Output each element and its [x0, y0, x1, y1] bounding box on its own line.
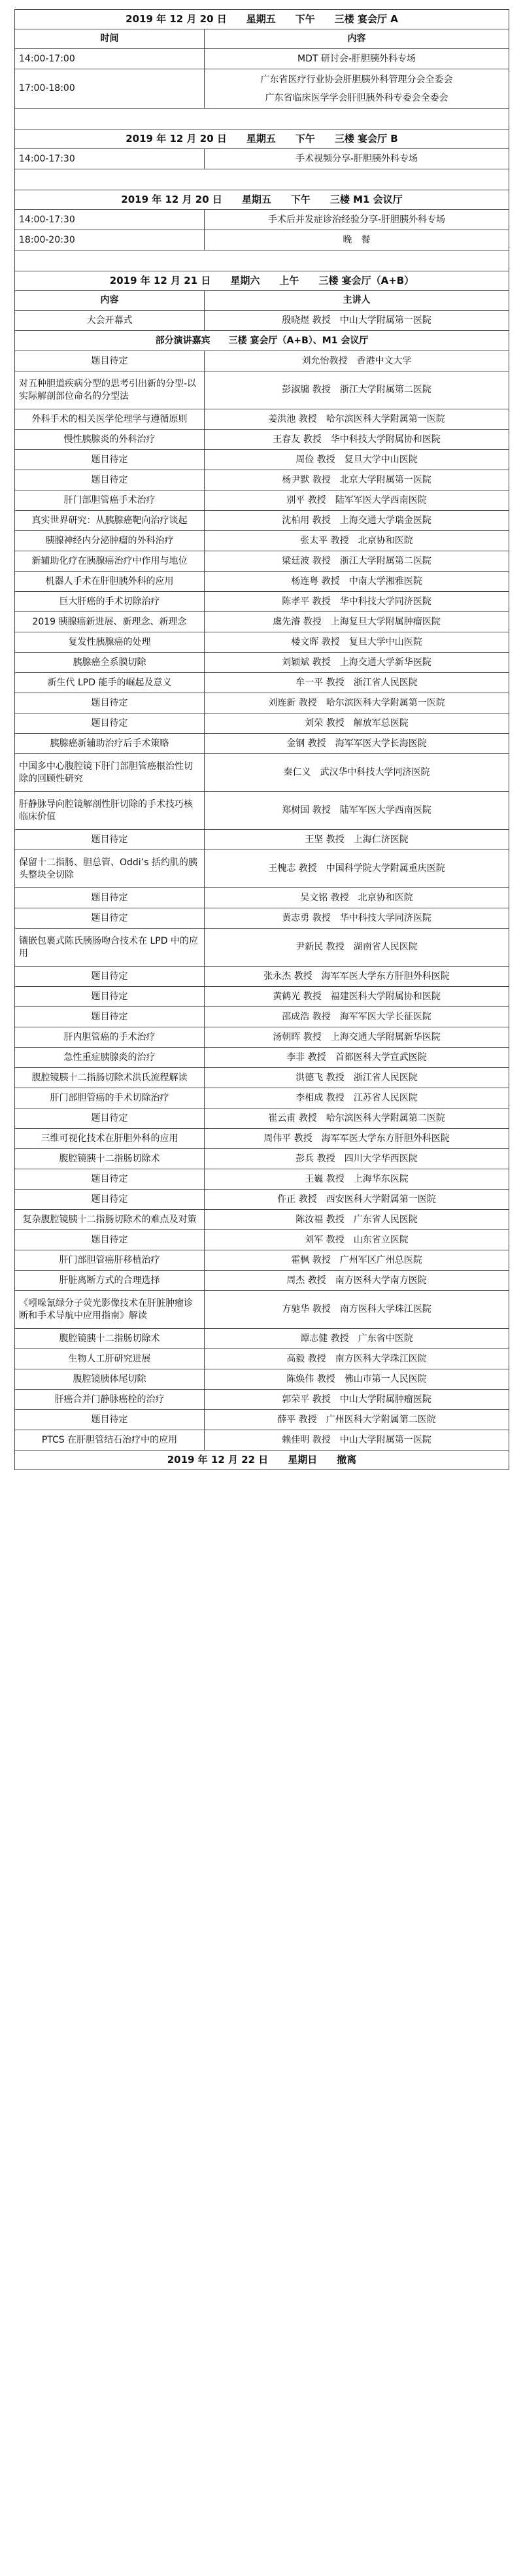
- talk-speaker: 楼文晖 教授 复旦大学中山医院: [205, 632, 509, 653]
- talk-speaker: 王巍 教授 上海华东医院: [205, 1169, 509, 1190]
- talk-topic: 胰腺神经内分泌肿瘤的外科治疗: [15, 531, 205, 551]
- talk-topic: 生物人工肝研究进展: [15, 1349, 205, 1369]
- talk-row: [15, 470, 509, 490]
- schedule-row: [15, 69, 509, 109]
- section-title: 2019 年 12 月 20 日 星期五 下午 三楼 宴会厅 A: [15, 10, 509, 29]
- talk-topic: 对五种胆道疾病分型的思考引出新的分型-以实际解剖部位命名的分型法: [15, 371, 205, 409]
- talk-row: [15, 1190, 509, 1210]
- blank-cell: [15, 250, 509, 271]
- talk-topic: 肝门部胆管癌的手术切除治疗: [15, 1088, 205, 1108]
- talk-speaker: 刘荣 教授 解放军总医院: [205, 713, 509, 734]
- talk-topic: 题目待定: [15, 1410, 205, 1430]
- talk-speaker: 谭志健 教授 广东省中医院: [205, 1329, 509, 1349]
- talk-speaker: 王春友 教授 华中科技大学附属协和医院: [205, 430, 509, 450]
- talk-row: [15, 1390, 509, 1410]
- section-title-saturday: [15, 271, 509, 291]
- talk-row: [15, 1369, 509, 1390]
- talk-speaker: 邵成浩 教授 海军军医大学长征医院: [205, 1007, 509, 1027]
- talk-row: [15, 1329, 509, 1349]
- talk-speaker: 刘允怡教授 香港中文大学: [205, 351, 509, 371]
- schedule-row: [15, 230, 509, 250]
- talk-row: [15, 1410, 509, 1430]
- talk-row: [15, 673, 509, 693]
- schedule-table: [14, 9, 509, 1470]
- talk-speaker: 洪德飞 教授 浙江省人民医院: [205, 1068, 509, 1088]
- talk-topic: 复杂腹腔镜胰十二指肠切除术的难点及对策: [15, 1210, 205, 1230]
- spacer-row: [15, 169, 509, 190]
- talk-row: [15, 430, 509, 450]
- talk-row: [15, 1349, 509, 1369]
- content-cell: 晚 餐: [205, 230, 509, 250]
- section-title-hall-a: [15, 10, 509, 29]
- talk-topic: 机器人手术在肝胆胰外科的应用: [15, 572, 205, 592]
- talk-speaker: 殷晓煜 教授 中山大学附属第一医院: [205, 311, 509, 331]
- header-content: 内容: [15, 291, 205, 311]
- talk-topic: 题目待定: [15, 1190, 205, 1210]
- content-cell: [205, 49, 509, 69]
- header-time: 时间: [15, 29, 205, 49]
- talk-topic: 胰腺癌全系膜切除: [15, 653, 205, 673]
- talk-speaker: 杨连粤 教授 中南大学湘雅医院: [205, 572, 509, 592]
- time-cell: 17:00-18:00: [15, 69, 205, 109]
- section-title: 2019 年 12 月 20 日 星期五 下午 三楼 M1 会议厅: [15, 190, 509, 210]
- talk-row: [15, 531, 509, 551]
- talk-topic: 肝静脉导向腔镜解剖性肝切除的手术技巧核临床价值: [15, 792, 205, 830]
- spacer-row: [15, 250, 509, 271]
- talk-speaker: 杨尹默 教授 北京大学附属第一医院: [205, 470, 509, 490]
- talk-row: [15, 792, 509, 830]
- talk-topic: 题目待定: [15, 1169, 205, 1190]
- talk-topic: 肝癌合并门静脉癌栓的治疗: [15, 1390, 205, 1410]
- talk-topic: 题目待定: [15, 967, 205, 987]
- talk-topic: 三维可视化技术在肝胆外科的应用: [15, 1129, 205, 1149]
- talk-row: [15, 830, 509, 850]
- talk-topic: 腹腔镜胰十二指肠切除术: [15, 1149, 205, 1169]
- talk-topic: PTCS 在肝胆管结石治疗中的应用: [15, 1430, 205, 1451]
- talk-row: [15, 1007, 509, 1027]
- talk-topic: 2019 胰腺癌新进展、新理念、新理念: [15, 612, 205, 632]
- talk-row: [15, 693, 509, 713]
- talk-topic: 题目待定: [15, 450, 205, 470]
- talk-topic: 外科手术的相关医学伦理学与遵循原则: [15, 409, 205, 430]
- schedule-page: [14, 9, 509, 1470]
- time-cell: 14:00-17:30: [15, 210, 205, 230]
- subheader-cell: 部分演讲嘉宾 三楼 宴会厅（A+B）、M1 会议厅: [15, 331, 509, 351]
- talk-speaker: 梁廷波 教授 浙江大学附属第二医院: [205, 551, 509, 572]
- content-cell: 手术后并发症诊治经验分享-肝胆胰外科专场: [205, 210, 509, 230]
- content-line: 广东省医疗行业协会肝胆胰外科管理分会全委会: [260, 74, 453, 85]
- talk-speaker: 刘连新 教授 哈尔滨医科大学附属第一医院: [205, 693, 509, 713]
- talk-topic: 新辅助化疗在胰腺癌治疗中作用与地位: [15, 551, 205, 572]
- talk-topic: 题目待定: [15, 888, 205, 908]
- talk-speaker: 赖佳明 教授 中山大学附属第一医院: [205, 1430, 509, 1451]
- talk-speaker: 牟一平 教授 浙江省人民医院: [205, 673, 509, 693]
- talk-topic: 题目待定: [15, 470, 205, 490]
- blank-cell: [15, 109, 509, 129]
- talk-row: [15, 1230, 509, 1250]
- talk-topic: 《吲哚氰绿分子荧光影像技术在肝脏肿瘤诊断和手术导航中应用指南》解读: [15, 1291, 205, 1329]
- talk-topic: 保留十二指肠、胆总管、Oddi’s 括约肌的胰头整块全切除: [15, 850, 205, 888]
- talk-topic: 题目待定: [15, 830, 205, 850]
- talk-row: [15, 592, 509, 612]
- section-title: 2019 年 12 月 20 日 星期五 下午 三楼 宴会厅 B: [15, 129, 509, 149]
- talk-topic: 题目待定: [15, 713, 205, 734]
- content-cell: 手术视频分享-肝胆胰外科专场: [205, 149, 509, 169]
- talk-row: [15, 1068, 509, 1088]
- header-content: 内容: [205, 29, 509, 49]
- blank-cell: [15, 169, 509, 190]
- talk-row: [15, 1430, 509, 1451]
- talk-topic: 急性重症胰腺炎的治疗: [15, 1048, 205, 1068]
- header-row: [15, 29, 509, 49]
- talk-topic: 题目待定: [15, 1007, 205, 1027]
- talk-row: [15, 490, 509, 511]
- talk-topic: 腹腔镜胰十二指肠切除术洪氏流程解读: [15, 1068, 205, 1088]
- talk-row: [15, 371, 509, 409]
- talk-speaker: 尹新民 教授 湖南省人民医院: [205, 929, 509, 967]
- talk-topic: 题目待定: [15, 987, 205, 1007]
- talk-topic: 题目待定: [15, 1108, 205, 1129]
- content-line: 广东省临床医学学会肝胆胰外科专委会全委会: [265, 92, 448, 103]
- talk-speaker: 高毅 教授 南方医科大学珠江医院: [205, 1349, 509, 1369]
- talk-speaker: 金钢 教授 海军军医大学长海医院: [205, 734, 509, 754]
- talk-row: [15, 1129, 509, 1149]
- talk-row: [15, 409, 509, 430]
- talk-speaker: 薛平 教授 广州医科大学附属第二医院: [205, 1410, 509, 1430]
- talk-speaker: 别平 教授 陆军军医大学西南医院: [205, 490, 509, 511]
- talk-topic: 慢性胰腺炎的外科治疗: [15, 430, 205, 450]
- time-cell: 14:00-17:00: [15, 49, 205, 69]
- talk-speaker: 王坚 教授 上海仁济医院: [205, 830, 509, 850]
- talk-topic: 腹腔镜胰体尾切除: [15, 1369, 205, 1390]
- talk-speaker: 姜洪池 教授 哈尔滨医科大学附属第一医院: [205, 409, 509, 430]
- talk-speaker: 陈焕伟 教授 佛山市第一人民医院: [205, 1369, 509, 1390]
- talk-row: [15, 1027, 509, 1048]
- talk-row: [15, 351, 509, 371]
- talk-topic: 复发性胰腺癌的处理: [15, 632, 205, 653]
- talk-topic: 中国多中心腹腔镜下肝门部胆管癌根治性切除的回顾性研究: [15, 754, 205, 792]
- content-line: MDT 研讨会-肝胆胰外科专场: [297, 54, 416, 64]
- talk-row: [15, 632, 509, 653]
- talk-speaker: 虞先濬 教授 上海复旦大学附属肿瘤医院: [205, 612, 509, 632]
- talk-topic: 真实世界研究：从胰腺癌靶向治疗谈起: [15, 511, 205, 531]
- talk-topic: 题目待定: [15, 693, 205, 713]
- talk-speaker: 彭淑牖 教授 浙江大学附属第二医院: [205, 371, 509, 409]
- talk-row: [15, 888, 509, 908]
- talk-row: [15, 612, 509, 632]
- talk-speaker: 秦仁义 武汉华中科技大学同济医院: [205, 754, 509, 792]
- talk-topic: 大会开幕式: [15, 311, 205, 331]
- talk-speaker: 陈汝福 教授 广东省人民医院: [205, 1210, 509, 1230]
- talk-speaker: 汤朝晖 教授 上海交通大学附属新华医院: [205, 1027, 509, 1048]
- talk-row: [15, 1108, 509, 1129]
- talk-speaker: 王槐志 教授 中国科学院大学附属重庆医院: [205, 850, 509, 888]
- talk-row: [15, 734, 509, 754]
- talk-topic: 镶嵌包裹式陈氏胰肠吻合技术在 LPD 中的应用: [15, 929, 205, 967]
- talk-speaker: 沈柏用 教授 上海交通大学瑞金医院: [205, 511, 509, 531]
- talk-speaker: 崔云甫 教授 哈尔滨医科大学附属第二医院: [205, 1108, 509, 1129]
- talk-speaker: 周俭 教授 复旦大学中山医院: [205, 450, 509, 470]
- talk-speaker: 吴文铭 教授 北京协和医院: [205, 888, 509, 908]
- header-row: [15, 291, 509, 311]
- talk-topic: 新生代 LPD 能手的崛起及意义: [15, 673, 205, 693]
- talk-topic: 题目待定: [15, 1230, 205, 1250]
- talk-row: [15, 929, 509, 967]
- talk-speaker: 郑树国 教授 陆军军医大学西南医院: [205, 792, 509, 830]
- talk-speaker: 霍枫 教授 广州军区广州总医院: [205, 1250, 509, 1271]
- talk-row: [15, 1149, 509, 1169]
- section-title-hall-b: [15, 129, 509, 149]
- talk-row: [15, 450, 509, 470]
- talk-row: [15, 653, 509, 673]
- section-title-m1: [15, 190, 509, 210]
- talk-speaker: 彭兵 教授 四川大学华西医院: [205, 1149, 509, 1169]
- talk-topic: 胰腺癌新辅助治疗后手术策略: [15, 734, 205, 754]
- talk-speaker: 黄鹤光 教授 福建医科大学附属协和医院: [205, 987, 509, 1007]
- talk-speaker: 李相成 教授 江苏省人民医院: [205, 1088, 509, 1108]
- section-title: 2019 年 12 月 21 日 星期六 上午 三楼 宴会厅（A+B）: [15, 271, 509, 291]
- spacer-row: [15, 109, 509, 129]
- talk-row: [15, 1271, 509, 1291]
- talk-row: [15, 311, 509, 331]
- talk-topic: 题目待定: [15, 351, 205, 371]
- talk-row: [15, 967, 509, 987]
- talk-row: [15, 908, 509, 929]
- talk-speaker: 周杰 教授 南方医科大学南方医院: [205, 1271, 509, 1291]
- talk-row: [15, 551, 509, 572]
- talk-row: [15, 1048, 509, 1068]
- talk-speaker: 黄志勇 教授 华中科技大学同济医院: [205, 908, 509, 929]
- talk-topic: 巨大肝癌的手术切除治疗: [15, 592, 205, 612]
- section-title: 2019 年 12 月 22 日 星期日 撤离: [15, 1451, 509, 1470]
- talk-topic: 肝脏离断方式的合理选择: [15, 1271, 205, 1291]
- talk-topic: 腹腔镜胰十二指肠切除术: [15, 1329, 205, 1349]
- talk-speaker: 张太平 教授 北京协和医院: [205, 531, 509, 551]
- talk-row: [15, 850, 509, 888]
- header-speaker: 主讲人: [205, 291, 509, 311]
- talk-row: [15, 987, 509, 1007]
- content-cell: [205, 69, 509, 109]
- section-title-sunday: [15, 1451, 509, 1470]
- talk-row: [15, 1169, 509, 1190]
- talk-speaker: 方驰华 教授 南方医科大学珠江医院: [205, 1291, 509, 1329]
- talk-topic: 肝门部胆管癌肝移植治疗: [15, 1250, 205, 1271]
- time-cell: 14:00-17:30: [15, 149, 205, 169]
- talk-topic: 肝门部胆管癌手术治疗: [15, 490, 205, 511]
- time-cell: 18:00-20:30: [15, 230, 205, 250]
- talk-speaker: 张永杰 教授 海军军医大学东方肝胆外科医院: [205, 967, 509, 987]
- schedule-row: [15, 149, 509, 169]
- talk-row: [15, 754, 509, 792]
- talk-speaker: 李非 教授 首都医科大学宣武医院: [205, 1048, 509, 1068]
- speakers-subheader: [15, 331, 509, 351]
- talk-speaker: 陈孝平 教授 华中科技大学同济医院: [205, 592, 509, 612]
- talk-row: [15, 1250, 509, 1271]
- schedule-row: [15, 49, 509, 69]
- talk-topic: 题目待定: [15, 908, 205, 929]
- talk-topic: 肝内胆管癌的手术治疗: [15, 1027, 205, 1048]
- talk-speaker: 刘颖斌 教授 上海交通大学新华医院: [205, 653, 509, 673]
- talk-speaker: 刘军 教授 山东省立医院: [205, 1230, 509, 1250]
- talk-speaker: 周伟平 教授 海军军医大学东方肝胆外科医院: [205, 1129, 509, 1149]
- talk-row: [15, 1291, 509, 1329]
- schedule-row: [15, 210, 509, 230]
- talk-row: [15, 511, 509, 531]
- talk-speaker: 仵正 教授 西安医科大学附属第一医院: [205, 1190, 509, 1210]
- talk-row: [15, 572, 509, 592]
- talk-row: [15, 1210, 509, 1230]
- talk-row: [15, 713, 509, 734]
- talk-speaker: 郭荣平 教授 中山大学附属肿瘤医院: [205, 1390, 509, 1410]
- talk-row: [15, 1088, 509, 1108]
